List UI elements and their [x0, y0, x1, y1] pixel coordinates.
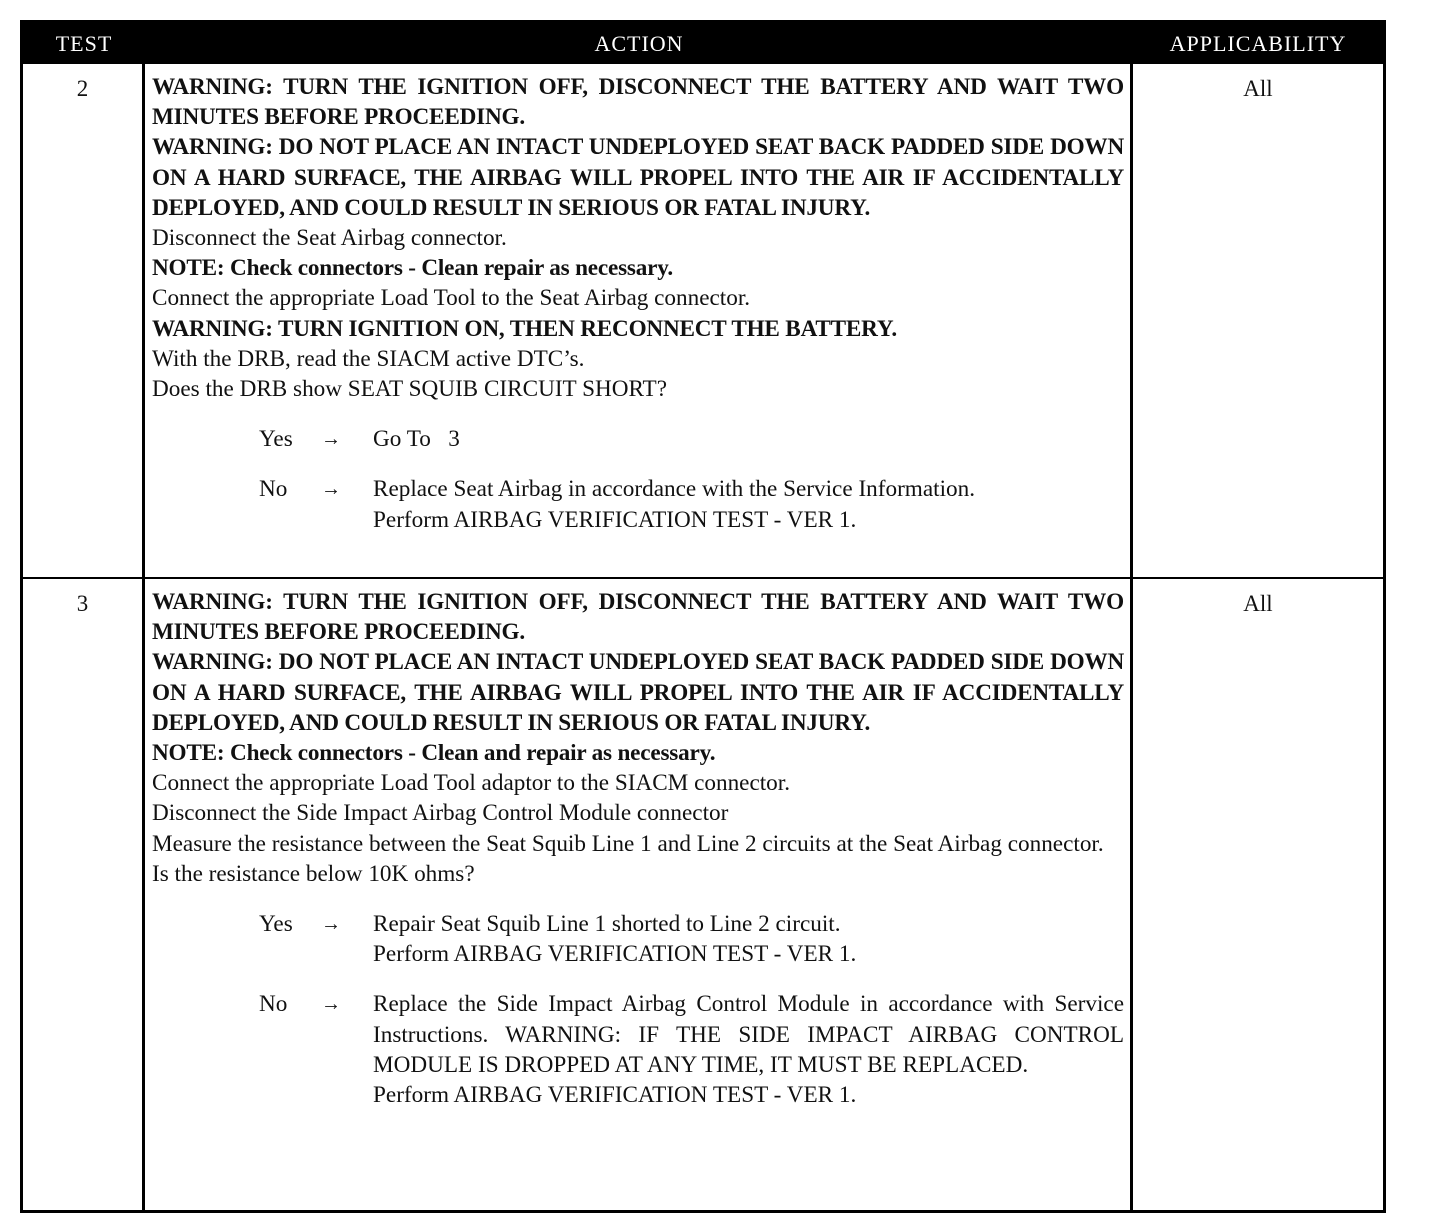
arrow-right-icon: → [321, 478, 341, 501]
answer-line: Repair Seat Squib Line 1 shorted to Line 2 circuit. [373, 911, 841, 938]
instruction-text: Disconnect the Side Impact Airbag Control Module connector [152, 800, 729, 827]
test-number: 3 [23, 579, 145, 1210]
warning-text: WARNING: TURN THE IGNITION OFF, DISCONNECT THE BATTERY AND WAIT TWO MINUTES BEFORE PROCEEDING. [152, 589, 1124, 646]
answer-yes [152, 424, 1124, 454]
answer-line: Go To 3 [373, 426, 460, 453]
applicability-value: All [1243, 76, 1273, 101]
arrow-right-icon: → [321, 428, 341, 451]
action-cell [145, 64, 1133, 577]
answer-label: Yes [259, 426, 293, 453]
instruction-text: With the DRB, read the SIACM active DTC’s. [152, 345, 585, 372]
test-number: 2 [23, 64, 145, 577]
table-row [23, 577, 1383, 1210]
note-text: NOTE: Check connectors - Clean repair as necessary. [152, 255, 673, 282]
answer-line: Perform AIRBAG VERIFICATION TEST - VER 1. [373, 941, 857, 968]
answer-line: Replace Seat Airbag in accordance with the Service Information. [373, 476, 975, 503]
answer-yes [152, 909, 1124, 969]
answer-label: No [259, 476, 288, 503]
warning-text: WARNING: DO NOT PLACE AN INTACT UNDEPLOYED SEAT BACK PADDED SIDE DOWN ON A HARD SURFACE, THE AIRBAG WILL PROPEL INTO THE AIR IF ACCIDENTALLY DEPLOYED, AND COULD RESULT IN SERIOUS OR FATAL INJURY. [152, 134, 1124, 221]
arrow-right-icon: → [321, 913, 341, 936]
warning-text: WARNING: TURN THE IGNITION OFF, DISCONNECT THE BATTERY AND WAIT TWO MINUTES BEFORE PROCEEDING. [152, 74, 1124, 131]
table-header [23, 23, 1383, 64]
answer-label: No [259, 991, 288, 1018]
table-row [23, 64, 1383, 577]
answer-text [373, 424, 1124, 454]
warning-text: WARNING: TURN IGNITION ON, THEN RECONNECT THE BATTERY. [152, 315, 897, 342]
question-text: Does the DRB show SEAT SQUIB CIRCUIT SHORT? [152, 376, 667, 403]
header-applicability: APPLICABILITY [1169, 30, 1347, 56]
action-cell [145, 579, 1133, 1210]
answer-no [152, 474, 1124, 534]
answer-line: Perform AIRBAG VERIFICATION TEST - VER 1. [373, 506, 857, 533]
diagnostic-test-table [20, 20, 1386, 1213]
answer-no [152, 989, 1124, 1110]
answer-text [373, 474, 1124, 534]
applicability-value: All [1243, 591, 1273, 616]
arrow-right-icon: → [321, 993, 341, 1016]
answer-label: Yes [259, 911, 293, 938]
header-test: TEST [55, 30, 113, 56]
instruction-text: Connect the appropriate Load Tool to the Seat Airbag connector. [152, 285, 751, 312]
instruction-text: Measure the resistance between the Seat Squib Line 1 and Line 2 circuits at the Seat Airbag connector. [152, 830, 1104, 857]
instruction-text: Disconnect the Seat Airbag connector. [152, 225, 507, 252]
header-action: ACTION [594, 30, 684, 56]
answer-line: Perform AIRBAG VERIFICATION TEST - VER 1. [373, 1082, 857, 1109]
note-text: NOTE: Check connectors - Clean and repair as necessary. [152, 740, 716, 767]
answer-text [373, 989, 1124, 1110]
answer-text [373, 909, 1124, 969]
warning-text: WARNING: DO NOT PLACE AN INTACT UNDEPLOYED SEAT BACK PADDED SIDE DOWN ON A HARD SURFACE, THE AIRBAG WILL PROPEL INTO THE AIR IF ACCIDENTALLY DEPLOYED, AND COULD RESULT IN SERIOUS OR FATAL INJURY. [152, 649, 1124, 736]
question-text: Is the resistance below 10K ohms? [152, 860, 475, 887]
instruction-text: Connect the appropriate Load Tool adaptor to the SIACM connector. [152, 770, 791, 797]
answer-line: Replace the Side Impact Airbag Control Module in accordance with Service Instructions. WARNING: IF THE SIDE IMPACT AIRBAG CONTROL MODULE IS DROPPED AT ANY TIME, IT MUST BE REPLACED. [373, 991, 1124, 1078]
